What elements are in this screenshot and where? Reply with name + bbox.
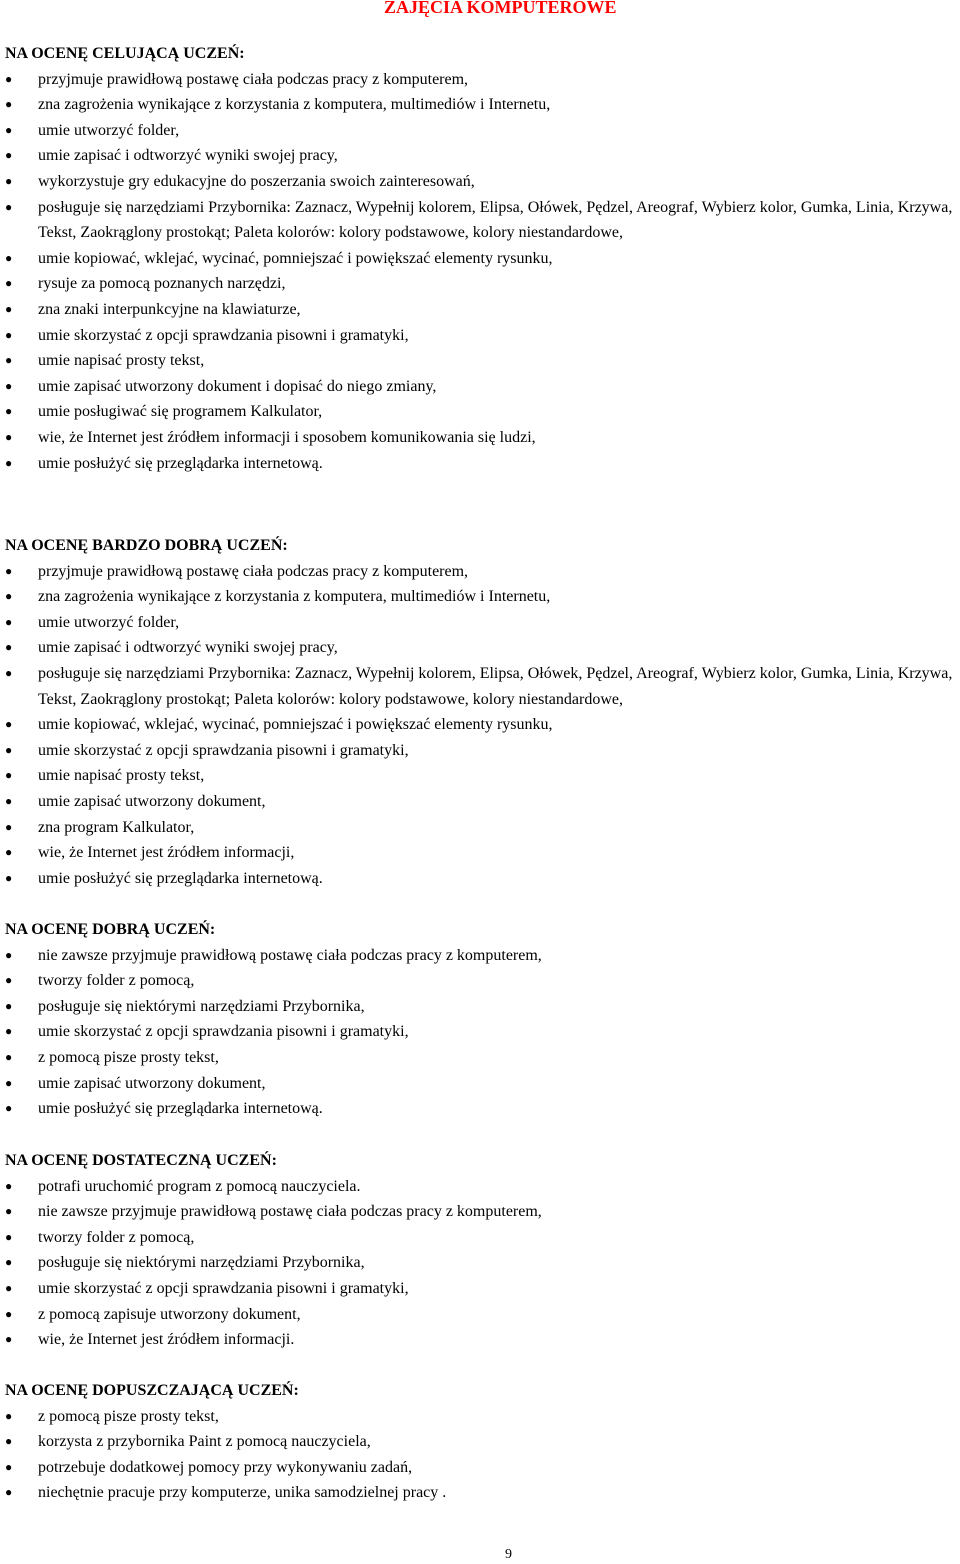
bullet-icon: ● [5, 947, 13, 962]
list-item [0, 968, 960, 994]
list-item [0, 451, 960, 477]
list-item [0, 1480, 960, 1506]
bullet-icon: ● [5, 327, 13, 342]
criteria-list [0, 559, 960, 892]
list-item [0, 815, 960, 841]
list-item-text: umie skorzystać z opcji sprawdzania pisowni i gramatyki, [38, 1279, 409, 1297]
bullet-icon: ● [5, 1306, 13, 1321]
list-item-text: umie zapisać utworzony dokument, [38, 792, 266, 810]
bullet-icon: ● [5, 845, 13, 860]
list-item [0, 789, 960, 815]
section-bardzo-dobra [0, 533, 960, 891]
list-item-text: rysuje za pomocą poznanych narzędzi, [38, 275, 286, 293]
list-item [0, 374, 960, 400]
bullet-icon: ● [5, 742, 13, 757]
list-item-text: umie napisać prosty tekst, [38, 352, 205, 370]
list-item [0, 1174, 960, 1200]
list-item-text: z pomocą pisze prosty tekst, [38, 1407, 219, 1425]
list-item [0, 866, 960, 892]
criteria-list [0, 943, 960, 1122]
list-item [0, 323, 960, 349]
list-item-text: wykorzystuje gry edukacyjne do poszerzania swoich zainteresowań, [38, 172, 475, 190]
list-item [0, 1302, 960, 1328]
bullet-icon: ● [5, 250, 13, 265]
bullet-icon: ● [5, 1332, 13, 1347]
bullet-icon: ● [5, 301, 13, 316]
bullet-icon: ● [5, 589, 13, 604]
bullet-icon: ● [5, 199, 13, 214]
list-item [0, 67, 960, 93]
bullet-icon: ● [5, 173, 13, 188]
list-item-text: umie utworzyć folder, [38, 121, 180, 139]
section-heading: NA OCENĘ DOPUSZCZAJĄCĄ UCZEŃ: [5, 1382, 299, 1399]
bullet-icon: ● [5, 768, 13, 783]
list-item [0, 1276, 960, 1302]
section-dobra [0, 917, 960, 1122]
list-item-text: umie posłużyć się przeglądarka internetową. [38, 1100, 323, 1118]
list-item-text: przyjmuje prawidłową postawę ciała podczas pracy z komputerem, [38, 562, 469, 580]
list-item [0, 425, 960, 451]
list-item [0, 143, 960, 169]
list-item [0, 399, 960, 425]
bullet-icon: ● [5, 998, 13, 1013]
bullet-icon: ● [5, 276, 13, 291]
list-item-text: umie skorzystać z opcji sprawdzania pisowni i gramatyki, [38, 1023, 409, 1041]
list-item [0, 1096, 960, 1122]
section-heading: NA OCENĘ DOSTATECZNĄ UCZEŃ: [5, 1152, 277, 1169]
list-item [0, 1045, 960, 1071]
list-item-text: wie, że Internet jest źródłem informacji, [38, 844, 295, 862]
list-item-text: umie posłużyć się przeglądarka internetową. [38, 869, 323, 887]
list-item-text: zna zagrożenia wynikające z korzystania z komputera, multimediów i Internetu, [38, 588, 551, 606]
criteria-list [0, 1404, 960, 1506]
bullet-icon: ● [5, 1255, 13, 1270]
list-item-text: potrzebuje dodatkowej pomocy przy wykonywaniu zadań, [38, 1458, 413, 1476]
list-item-text: umie zapisać i odtworzyć wyniki swojej pracy, [38, 147, 338, 165]
list-item-text: wie, że Internet jest źródłem informacji i sposobem komunikowania się ludzi, [38, 428, 536, 446]
bullet-icon: ● [5, 378, 13, 393]
list-item [0, 661, 960, 712]
list-item-text: zna znaki interpunkcyjne na klawiaturze, [38, 300, 301, 318]
bullet-icon: ● [5, 1178, 13, 1193]
list-item [0, 1429, 960, 1455]
section-heading: NA OCENĘ DOBRĄ UCZEŃ: [5, 921, 216, 938]
list-item [0, 1404, 960, 1430]
list-item [0, 610, 960, 636]
list-item-text: zna program Kalkulator, [38, 818, 195, 836]
bullet-icon: ● [5, 1434, 13, 1449]
bullet-icon: ● [5, 1101, 13, 1116]
list-item [0, 943, 960, 969]
list-item-text: umie zapisać utworzony dokument i dopisać do niego zmiany, [38, 377, 437, 395]
list-item-text: tworzy folder z pomocą, [38, 972, 195, 990]
bullet-icon: ● [5, 793, 13, 808]
list-item-text: przyjmuje prawidłową postawę ciała podczas pracy z komputerem, [38, 70, 469, 88]
list-item-text: potrafi uruchomić program z pomocą nauczyciela. [38, 1177, 361, 1195]
list-item [0, 1199, 960, 1225]
list-item [0, 195, 960, 246]
list-item [0, 246, 960, 272]
bullet-icon: ● [5, 870, 13, 885]
list-item [0, 559, 960, 585]
list-item-text: umie kopiować, wklejać, wycinać, pomniejszać i powiększać elementy rysunku, [38, 716, 553, 734]
bullet-icon: ● [5, 640, 13, 655]
list-item-text: umie napisać prosty tekst, [38, 767, 205, 785]
bullet-icon: ● [5, 1459, 13, 1474]
list-item [0, 118, 960, 144]
bullet-icon: ● [5, 1024, 13, 1039]
list-item-text: tworzy folder z pomocą, [38, 1228, 195, 1246]
list-item-text: umie skorzystać z opcji sprawdzania pisowni i gramatyki, [38, 741, 409, 759]
criteria-list [0, 1174, 960, 1353]
list-item [0, 1071, 960, 1097]
bullet-icon: ● [5, 122, 13, 137]
list-item [0, 169, 960, 195]
list-item [0, 994, 960, 1020]
list-item-text: posługuje się narzędziami Przybornika: Zaznacz, Wypełnij kolorem, Elipsa, Ołówek, Pędzel, Areograf, Wybierz kolor, Gumka, Linia, Krzywa, Tekst, Zaokrąglony prostokąt; Paleta kolorów: kolory podstawowe, kolory niestandardowe, [38, 664, 953, 708]
bullet-icon: ● [5, 1229, 13, 1244]
bullet-icon: ● [5, 1075, 13, 1090]
list-item-text: umie skorzystać z opcji sprawdzania pisowni i gramatyki, [38, 326, 409, 344]
section-dopuszczajaca [0, 1378, 960, 1506]
bullet-icon: ● [5, 614, 13, 629]
bullet-icon: ● [5, 71, 13, 86]
list-item-text: umie kopiować, wklejać, wycinać, pomniejszać i powiększać elementy rysunku, [38, 249, 553, 267]
section-celujaca [0, 41, 960, 476]
list-item-text: nie zawsze przyjmuje prawidłową postawę ciała podczas pracy z komputerem, [38, 1203, 542, 1221]
bullet-icon: ● [5, 1408, 13, 1423]
list-item [0, 1250, 960, 1276]
bullet-icon: ● [5, 353, 13, 368]
list-item-text: posługuje się niektórymi narzędziami Przybornika, [38, 1254, 365, 1272]
bullet-icon: ● [5, 1204, 13, 1219]
list-item-text: posługuje się niektórymi narzędziami Przybornika, [38, 997, 365, 1015]
list-item-text: umie utworzyć folder, [38, 613, 180, 631]
list-item [0, 297, 960, 323]
bullet-icon: ● [5, 429, 13, 444]
bullet-icon: ● [5, 455, 13, 470]
bullet-icon: ● [5, 1049, 13, 1064]
bullet-icon: ● [5, 1485, 13, 1500]
list-item [0, 271, 960, 297]
list-item-text: umie zapisać utworzony dokument, [38, 1074, 266, 1092]
page-title: ZAJĘCIA KOMPUTEROWE [384, 0, 617, 17]
criteria-list [0, 67, 960, 477]
list-item-text: nie zawsze przyjmuje prawidłową postawę ciała podczas pracy z komputerem, [38, 946, 542, 964]
list-item-text: zna zagrożenia wynikające z korzystania z komputera, multimediów i Internetu, [38, 96, 551, 114]
bullet-icon: ● [5, 1280, 13, 1295]
list-item [0, 738, 960, 764]
section-heading: NA OCENĘ CELUJĄCĄ UCZEŃ: [5, 45, 245, 62]
list-item-text: z pomocą zapisuje utworzony dokument, [38, 1305, 301, 1323]
list-item-text: umie posłużyć się przeglądarka internetową. [38, 454, 323, 472]
list-item [0, 763, 960, 789]
list-item-text: korzysta z przybornika Paint z pomocą nauczyciela, [38, 1433, 371, 1451]
bullet-icon: ● [5, 717, 13, 732]
list-item [0, 92, 960, 118]
bullet-icon: ● [5, 148, 13, 163]
list-item-text: wie, że Internet jest źródłem informacji. [38, 1331, 295, 1349]
list-item-text: niechętnie pracuje przy komputerze, unika samodzielnej pracy . [38, 1484, 447, 1502]
list-item [0, 348, 960, 374]
bullet-icon: ● [5, 563, 13, 578]
list-item [0, 1455, 960, 1481]
list-item [0, 712, 960, 738]
bullet-icon: ● [5, 973, 13, 988]
list-item-text: umie zapisać i odtworzyć wyniki swojej pracy, [38, 639, 338, 657]
bullet-icon: ● [5, 404, 13, 419]
list-item [0, 1225, 960, 1251]
list-item [0, 1019, 960, 1045]
list-item [0, 584, 960, 610]
list-item [0, 840, 960, 866]
list-item-text: posługuje się narzędziami Przybornika: Zaznacz, Wypełnij kolorem, Elipsa, Ołówek, Pędzel, Areograf, Wybierz kolor, Gumka, Linia, Krzywa, Tekst, Zaokrąglony prostokąt; Paleta kolorów: kolory podstawowe, kolory niestandardowe, [38, 198, 953, 242]
list-item-text: z pomocą pisze prosty tekst, [38, 1048, 219, 1066]
list-item-text: umie posługiwać się programem Kalkulator, [38, 403, 323, 421]
list-item [0, 1327, 960, 1353]
bullet-icon: ● [5, 819, 13, 834]
list-item [0, 635, 960, 661]
bullet-icon: ● [5, 97, 13, 112]
bullet-icon: ● [5, 665, 13, 680]
section-heading: NA OCENĘ BARDZO DOBRĄ UCZEŃ: [5, 537, 288, 554]
section-dostateczna [0, 1148, 960, 1353]
page-number: 9 [505, 1547, 512, 1562]
